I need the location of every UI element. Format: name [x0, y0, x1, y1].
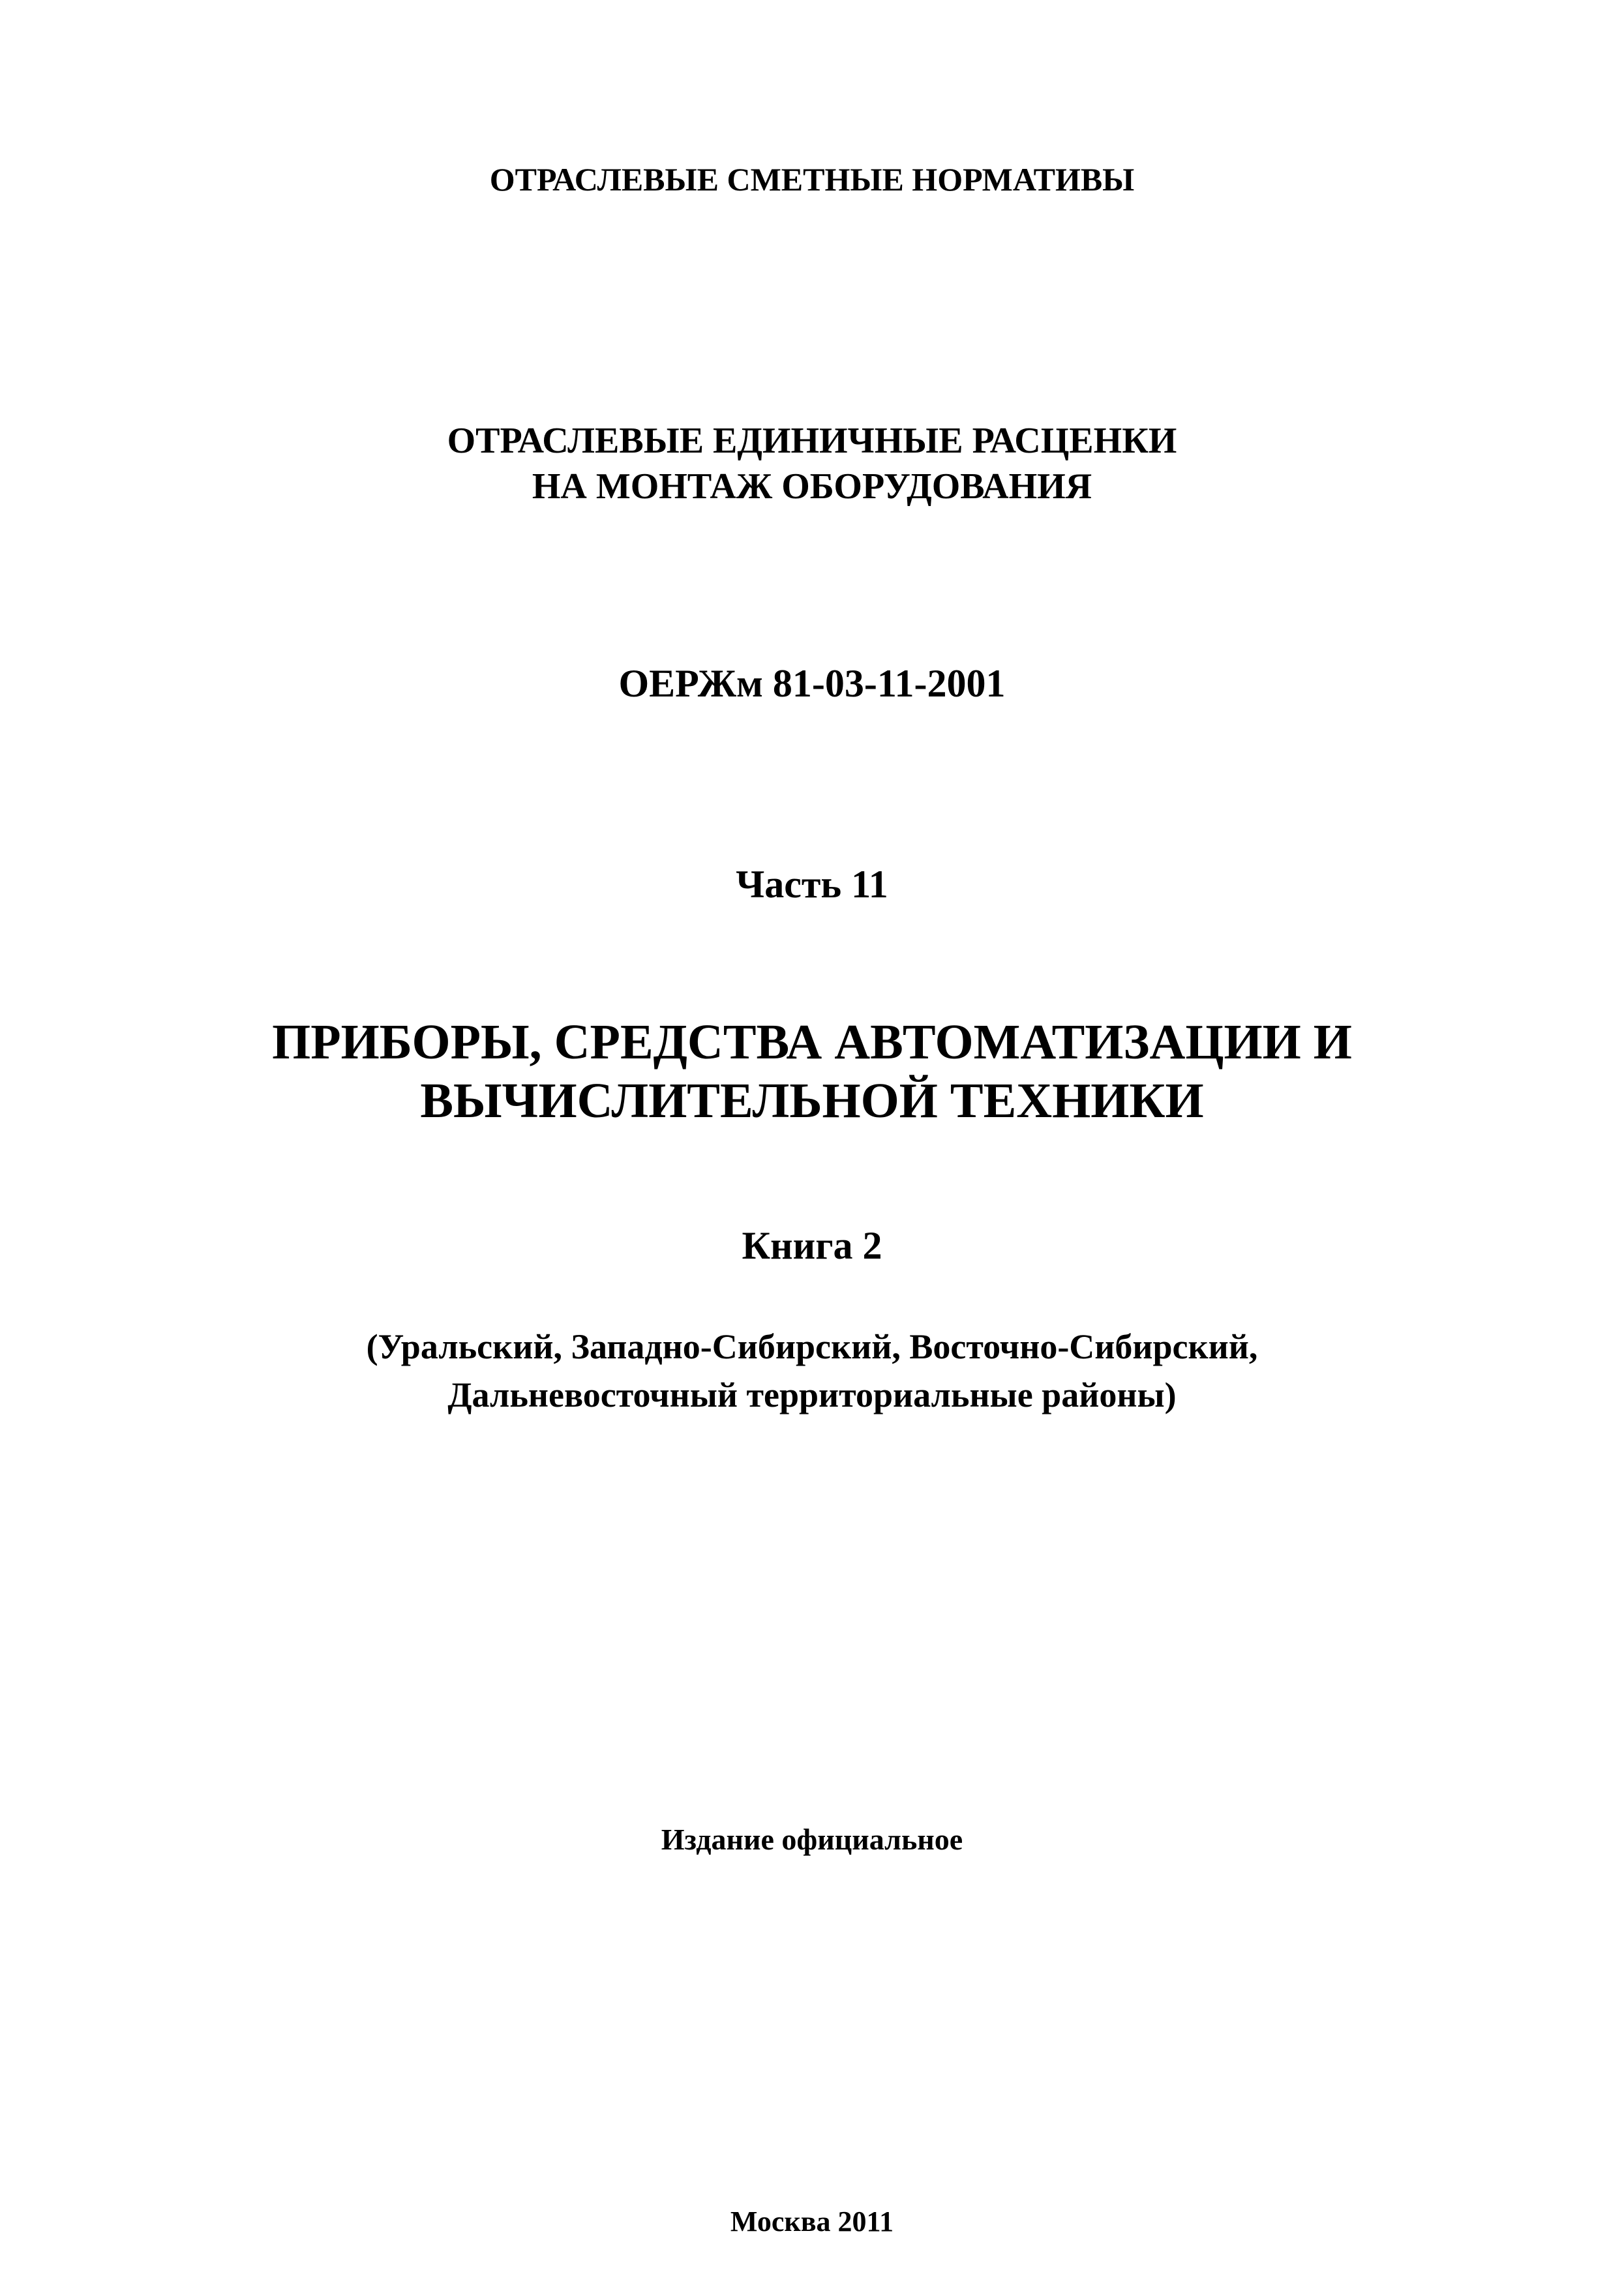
subject-title-line-2: ВЫЧИСЛИТЕЛЬНОЙ ТЕХНИКИ [420, 1073, 1204, 1128]
series-heading: ОТРАСЛЕВЫЕ СМЕТНЫЕ НОРМАТИВЫ [489, 161, 1135, 198]
regions-note-line-1: (Уральский, Западно-Сибирский, Восточно-Сибирский, [366, 1327, 1258, 1366]
subject-title-line-1: ПРИБОРЫ, СРЕДСТВА АВТОМАТИЗАЦИИ И [272, 1015, 1352, 1070]
rates-title-line-1: ОТРАСЛЕВЫЕ ЕДИНИЧНЫЕ РАСЦЕНКИ [447, 421, 1177, 461]
city-year: Москва 2011 [730, 2206, 894, 2237]
rates-title-line-2: НА МОНТАЖ ОБОРУДОВАНИЯ [532, 466, 1092, 507]
regions-note-line-2: Дальневосточный территориальные районы) [447, 1375, 1177, 1414]
edition-label: Издание официальное [661, 1823, 963, 1856]
part-number: Часть 11 [736, 863, 888, 906]
document-code: ОЕРЖм 81-03-11-2001 [618, 662, 1006, 705]
book-number: Книга 2 [742, 1224, 882, 1267]
